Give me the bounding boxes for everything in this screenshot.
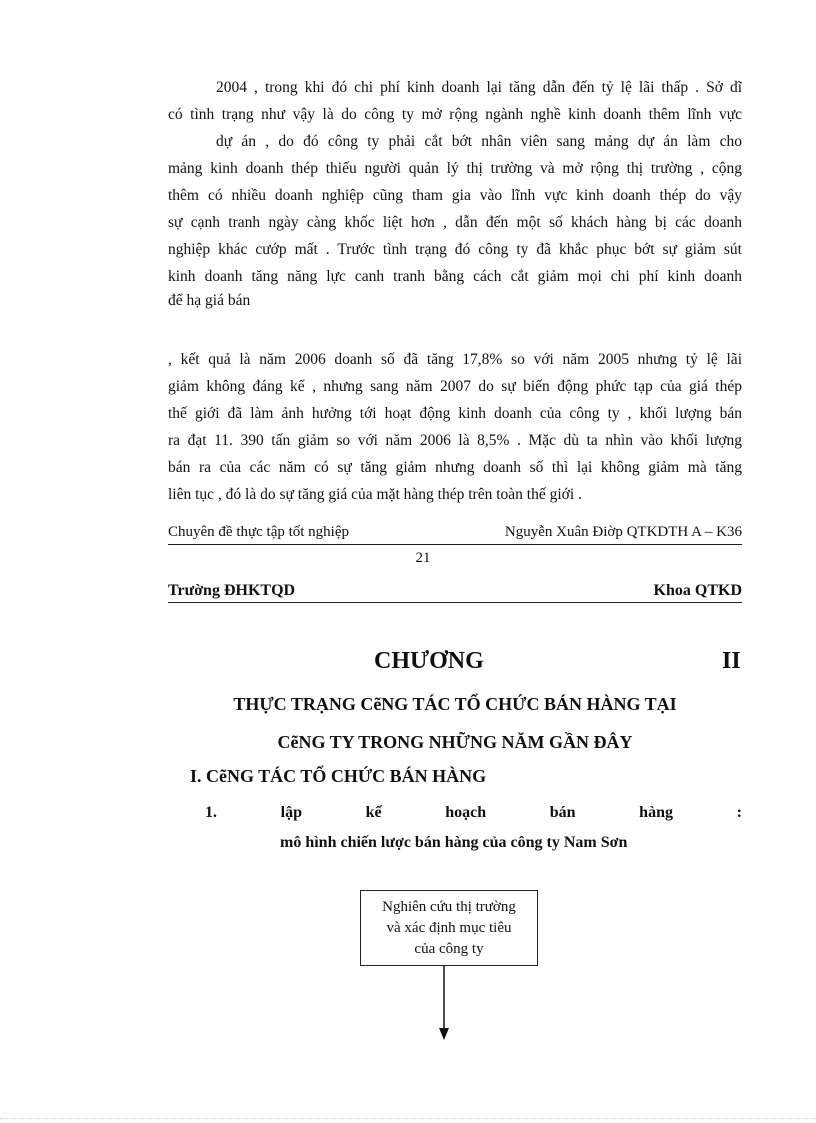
text-line: giảm không đáng kể , nhưng sang năm 2007 do sự biến động phức tạp của giá thép: [168, 378, 742, 395]
text-line: liên tục , đó là do sự tăng giá của mặt hàng thép trên toàn thế giới .: [168, 486, 582, 503]
text-line: thêm có nhiều doanh nghiệp cũng tham gia vào lĩnh vực kinh doanh thép do vậy: [168, 187, 742, 204]
item-subtitle: mô hình chiến lược bán hàng của công ty Nam Sơn: [280, 834, 628, 851]
item-word: kế: [365, 804, 382, 821]
paragraph-1: [168, 74, 742, 312]
list-item-1: [205, 804, 742, 822]
paragraph-2: [168, 346, 742, 508]
item-word: bán: [549, 804, 576, 821]
text-line: sự cạnh tranh ngày càng khốc liệt hơn , dẫn đến một số khách hàng bị các doanh: [168, 214, 742, 231]
footer-right: Nguyễn Xuân Điờp QTKDTH A – K36: [504, 524, 742, 540]
box-line: của công ty: [414, 941, 484, 957]
chapter-word: CHƯƠNG: [374, 648, 484, 674]
box-line: và xác định mục tiêu: [386, 920, 512, 936]
text-line: kinh doanh tăng năng lực canh tranh bằng cách cắt giảm mọi chi phí kinh doanh: [168, 268, 742, 285]
section-heading: I. CẽNG TÁC TỔ CHỨC BÁN HÀNG: [190, 766, 487, 786]
box-line: Nghiên cứu thị trường: [382, 899, 516, 915]
chapter-number: II: [722, 648, 741, 674]
item-word: hàng: [639, 804, 673, 821]
text-line: thế giới đã làm ảnh hưởng tới hoạt động kinh doanh của công ty , khối lượng bán: [168, 405, 742, 422]
item-number: 1.: [205, 804, 217, 821]
item-word: hoạch: [445, 804, 487, 821]
arrow-down-icon: [438, 966, 450, 1040]
item-word: :: [736, 804, 742, 821]
text-line: nghiệp khác cướp mất . Trước tình trạng đó công ty đã khắc phục bớt sự giảm sút: [168, 241, 742, 258]
header-right: Khoa QTKD: [653, 582, 742, 599]
page-header: [168, 580, 742, 603]
text-line: dự án , do đó công ty phải cắt bớt nhân viên sang mảng dự án làm cho: [216, 133, 742, 150]
footer-left: Chuyên đề thực tập tốt nghiệp: [168, 524, 350, 540]
text-line: , kết quả là năm 2006 doanh số đã tăng 17,8% so với năm 2005 nhưng tỷ lệ lãi: [168, 351, 742, 368]
page-footer: [168, 520, 742, 545]
text-line: mảng kinh doanh thép thiếu người quản lý thị trường và mở rộng thị trường , cộng: [168, 160, 742, 177]
text-line: 2004 , trong khi đó chi phí kinh doanh lại tăng dẫn đến tỷ lệ lãi thấp . Sở dĩ: [216, 79, 742, 96]
chapter-title-line-2: CẽNG TY TRONG NHỮNG NĂM GẦN ĐÂY: [277, 732, 633, 752]
chapter-title-line-1: THỰC TRẠNG CẽNG TÁC TỔ CHỨC BÁN HÀNG TẠI: [233, 694, 677, 714]
diagram-box-market-research: [360, 890, 538, 966]
text-line: có tình trạng như vậy là do công ty mở rộng ngành nghề kinh doanh thêm lĩnh vực: [168, 106, 742, 123]
item-word: lập: [280, 804, 302, 821]
page-number: 21: [415, 550, 431, 566]
page-edge: [0, 1118, 816, 1120]
text-line: bán ra của các năm có sự tăng giảm nhưng doanh số thì lại không giảm mà tăng: [168, 459, 742, 476]
text-line: để hạ giá bán: [168, 292, 251, 309]
header-left: Trường ĐHKTQD: [168, 582, 296, 599]
text-line: ra đạt 11. 390 tấn giảm so với năm 2006 là 8,5% . Mặc dù ta nhìn vào khối lượng: [168, 432, 742, 449]
